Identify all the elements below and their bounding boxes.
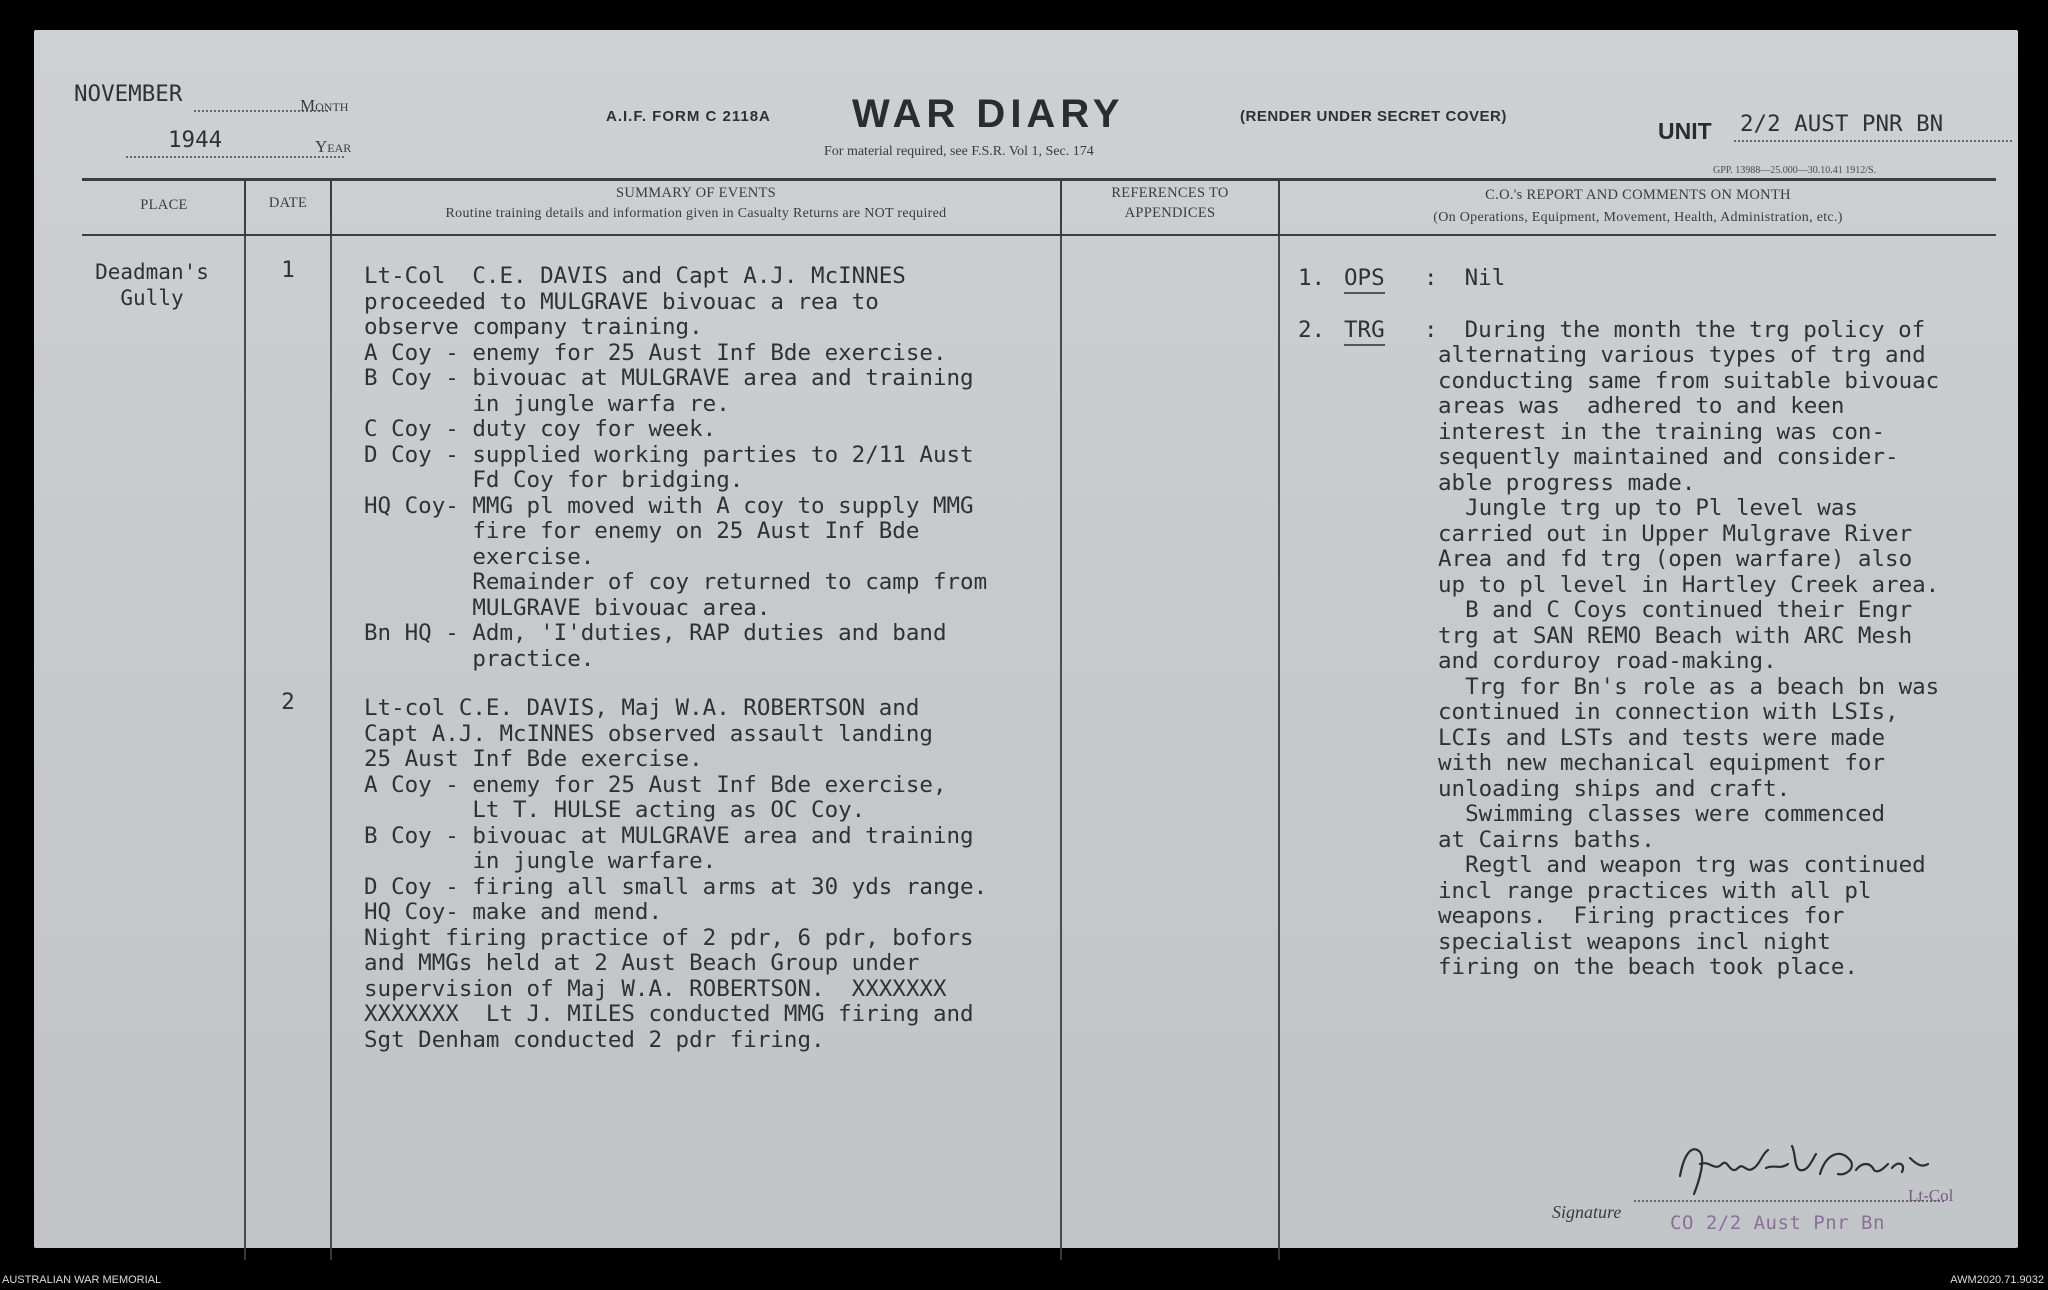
report-line: firing on the beach took place. xyxy=(1438,954,1858,980)
unit-value: 2/2 AUST PNR BN xyxy=(1740,111,1944,137)
report-line: and corduroy road-making. xyxy=(1438,648,1777,674)
report-line: carried out in Upper Mulgrave River xyxy=(1438,520,1913,547)
report-line: continued in connection with LSIs, xyxy=(1438,699,1899,725)
report-column-header: C.O.'s REPORT AND COMMENTS ON MONTH xyxy=(1485,187,1791,203)
date-summary-divider xyxy=(330,236,332,1260)
entry-2-line: in jungle warfare. xyxy=(364,848,717,874)
references-column-header: REFERENCES TO xyxy=(1111,185,1229,201)
entry-2-line: Night firing practice of 2 pdr, 6 pdr, bofors xyxy=(364,924,974,951)
report-line: Regtl and weapon trg was continued xyxy=(1438,852,1926,878)
report-line: Swimming classes were commenced xyxy=(1438,801,1886,827)
header-bottom-rule xyxy=(82,234,1996,236)
report-line: alternating various types of trg and xyxy=(1438,342,1926,368)
entry-1-line: A Coy - enemy for 25 Aust Inf Bde exercise. xyxy=(364,339,947,366)
entry-2-line: D Coy - firing all small arms at 30 yds range. xyxy=(364,873,988,900)
entry-1-line: C Coy - duty coy for week. xyxy=(364,416,717,442)
entry-1-line: practice. xyxy=(364,645,595,672)
entry-1-text xyxy=(364,264,987,672)
year-dotted-line xyxy=(126,156,344,158)
entry-1-line: MULGRAVE bivouac area. xyxy=(364,594,771,621)
unit-stamp: CO 2/2 Aust Pnr Bn xyxy=(1670,1212,1885,1234)
form-label: A.I.F. FORM C 2118A xyxy=(606,108,771,125)
entry-2-line: A Coy - enemy for 25 Aust Inf Bde exercise, xyxy=(364,771,947,798)
entry-2-line: 25 Aust Inf Bde exercise. xyxy=(364,746,703,772)
report-line: trg at SAN REMO Beach with ARC Mesh xyxy=(1438,622,1913,649)
entry-1-line: fire for enemy on 25 Aust Inf Bde xyxy=(364,518,920,544)
report-column-subheader: (On Operations, Equipment, Movement, Health, Administration, etc.) xyxy=(1433,210,1843,225)
report-item-1-label: OPS xyxy=(1344,266,1385,294)
report-line: specialist weapons incl night xyxy=(1438,928,1831,955)
entry-1-line: Remainder of coy returned to camp from xyxy=(364,569,988,595)
unit-dotted-line xyxy=(1734,140,2012,142)
year-value: 1944 xyxy=(168,127,223,153)
report-line: up to pl level in Hartley Creek area. xyxy=(1438,571,1940,598)
place-column-header: PLACE xyxy=(140,197,188,213)
war-diary-page xyxy=(34,30,2018,1248)
handwritten-signature xyxy=(1670,1124,1940,1204)
footer-accession-number: AWM2020.71.9032 xyxy=(1950,1274,2044,1286)
unit-label: UNIT xyxy=(1658,118,1712,144)
report-line: unloading ships and craft. xyxy=(1438,775,1791,802)
appendices-column-header: APPENDICES xyxy=(1124,205,1216,221)
entry-1-line: Bn HQ - Adm, 'I'duties, RAP duties and band xyxy=(364,620,947,646)
report-item-1-text: : Nil xyxy=(1424,265,1506,291)
report-line: B and C Coys continued their Engr xyxy=(1438,597,1913,623)
footer-credit: AUSTRALIAN WAR MEMORIAL xyxy=(2,1274,162,1286)
report-line: weapons. Firing practices for xyxy=(1438,903,1845,929)
entry-2-line: supervision of Maj W.A. ROBERTSON. XXXXXXX xyxy=(364,975,947,1002)
report-line: at Cairns baths. xyxy=(1438,826,1655,853)
entry-date-2: 2 xyxy=(281,689,295,715)
place-date-divider xyxy=(244,236,246,1260)
entry-2-line: B Coy - bivouac at MULGRAVE area and training xyxy=(364,822,974,849)
material-note: For material required, see F.S.R. Vol 1, Sec. 174 xyxy=(824,144,1094,159)
report-item-2-number: 2. xyxy=(1298,317,1326,343)
place-line-2: Gully xyxy=(120,286,184,310)
report-line: sequently maintained and consider- xyxy=(1438,444,1899,470)
ref-report-divider xyxy=(1278,236,1280,1260)
entry-2-line: Capt A.J. McINNES observed assault landing xyxy=(364,720,933,747)
entry-1-line: D Coy - supplied working parties to 2/11 Aust xyxy=(364,441,974,468)
month-label: Month xyxy=(300,96,349,115)
secret-note: (RENDER UNDER SECRET COVER) xyxy=(1240,108,1507,125)
report-line: Area and fd trg (open warfare) also xyxy=(1438,546,1913,572)
month-value: NOVEMBER xyxy=(74,81,183,107)
entry-2-line: and MMGs held at 2 Aust Beach Group under xyxy=(364,950,920,976)
page-title: WAR DIARY xyxy=(852,92,1125,136)
entry-2-line: XXXXXXX Lt J. MILES conducted MMG firing and xyxy=(364,1001,974,1027)
rank-stamp: Lt-Col xyxy=(1908,1186,1954,1205)
report-item-1-number: 1. xyxy=(1298,265,1326,291)
report-line: incl range practices with all pl xyxy=(1438,877,1872,904)
report-item-2-label: TRG xyxy=(1344,318,1385,346)
entry-2-line: HQ Coy- make and mend. xyxy=(364,899,663,925)
entry-date-1: 1 xyxy=(281,257,295,283)
entry-1-line: Lt-Col C.E. DAVIS and Capt A.J. McINNES xyxy=(364,263,906,289)
year-label: Year xyxy=(315,137,352,156)
report-item-2-first-line: : During the month the trg policy of xyxy=(1424,317,1926,343)
entry-1-line: in jungle warfa re. xyxy=(364,390,730,417)
entry-2-line: Lt T. HULSE acting as OC Coy. xyxy=(364,797,866,823)
entry-1-line: HQ Coy- MMG pl moved with A coy to supply MMG xyxy=(364,492,974,519)
entry-1-line: observe company training. xyxy=(364,314,703,340)
summary-column-header: SUMMARY OF EVENTS xyxy=(615,185,777,201)
signature-label: Signature xyxy=(1552,1202,1622,1222)
report-line: areas was adhered to and keen xyxy=(1438,393,1845,419)
entry-1-line: exercise. xyxy=(364,543,595,570)
entry-2-text xyxy=(364,696,987,1053)
header-top-rule xyxy=(82,178,1996,181)
entry-1-line: B Coy - bivouac at MULGRAVE area and training xyxy=(364,365,974,391)
report-line: Jungle trg up to Pl level was xyxy=(1438,495,1858,521)
report-line: conducting same from suitable bivouac xyxy=(1438,367,1940,394)
summary-ref-divider xyxy=(1060,236,1062,1260)
print-code: GPP. 13988—25.000—30.10.41 1912/S. xyxy=(1713,165,1877,176)
place-line-1: Deadman's xyxy=(95,260,209,284)
entry-2-line: Sgt Denham conducted 2 pdr firing. xyxy=(364,1026,825,1053)
report-line: Trg for Bn's role as a beach bn was xyxy=(1438,673,1940,700)
report-line: interest in the training was con- xyxy=(1438,418,1886,445)
entry-1-line: Fd Coy for bridging. xyxy=(364,467,744,493)
report-line: LCIs and LSTs and tests were made xyxy=(1438,724,1886,751)
report-line: with new mechanical equipment for xyxy=(1438,750,1886,776)
report-item-2-body xyxy=(1438,343,1939,981)
summary-column-subheader: Routine training details and information given in Casualty Returns are NOT required xyxy=(445,206,947,221)
date-column-header: DATE xyxy=(268,195,308,211)
report-line: able progress made. xyxy=(1438,469,1696,496)
entry-1-line: proceeded to MULGRAVE bivouac a rea to xyxy=(364,288,879,315)
entry-2-line: Lt-col C.E. DAVIS, Maj W.A. ROBERTSON and xyxy=(364,695,920,721)
